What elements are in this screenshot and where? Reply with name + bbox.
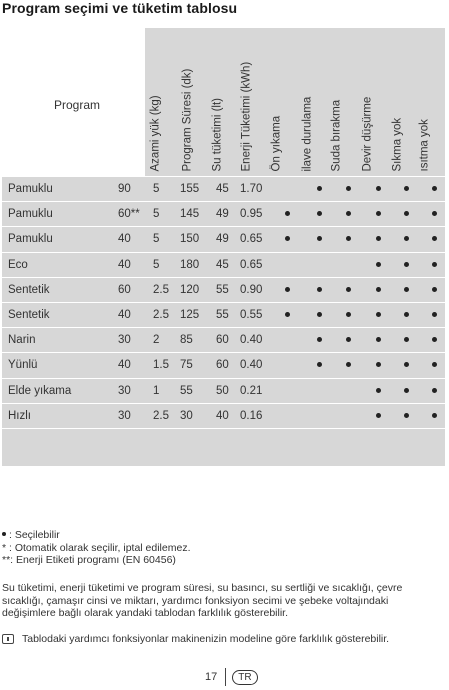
row-separator — [2, 302, 445, 303]
table-cell-load: 30 — [118, 385, 131, 397]
table-cell-energy-a: 60 — [216, 359, 229, 371]
option-dot-icon — [376, 211, 381, 216]
option-dot-icon — [404, 211, 409, 216]
column-header-label: Sıkma yok — [391, 117, 404, 171]
option-dot-icon — [404, 388, 409, 393]
table-cell-duration: 2.5 — [153, 284, 169, 296]
table-cell-water: 85 — [180, 334, 193, 346]
option-dot-icon — [432, 287, 437, 292]
table-cell-energy-b: 0.95 — [240, 208, 263, 220]
option-dot-icon — [376, 287, 381, 292]
table-cell-load: 30 — [118, 410, 131, 422]
footer-divider — [225, 668, 226, 686]
table-cell-duration: 2.5 — [153, 410, 169, 422]
option-dot-icon — [376, 413, 381, 418]
table-cell-load: 40 — [118, 359, 131, 371]
option-dot-icon — [317, 186, 322, 191]
row-separator — [2, 352, 445, 353]
row-separator — [2, 378, 445, 379]
table-cell-name: Sentetik — [8, 309, 50, 321]
table-cell-duration: 5 — [153, 233, 160, 245]
option-dot-icon — [376, 186, 381, 191]
option-dot-icon — [432, 312, 437, 317]
program-table — [2, 28, 445, 466]
option-dot-icon — [404, 312, 409, 317]
table-cell-load: 60** — [118, 208, 140, 220]
column-header-label: Devir düşürme — [361, 96, 374, 171]
table-cell-energy-a: 45 — [216, 183, 229, 195]
row-separator — [2, 201, 445, 202]
table-cell-energy-a: 49 — [216, 208, 229, 220]
table-cell-name: Narin — [8, 334, 36, 346]
option-dot-icon — [432, 388, 437, 393]
option-dot-icon — [346, 236, 351, 241]
table-cell-water: 180 — [180, 259, 200, 271]
note-text: Tablodaki yardımcı fonksiyonlar makinenizin modeline göre farklılık gösterebilir. — [22, 633, 390, 645]
option-dot-icon — [432, 262, 437, 267]
table-cell-energy-a: 50 — [216, 385, 229, 397]
info-paragraph: Su tüketimi, enerji tüketimi ve program süresi, su basıncı, su sertliği ve sıcaklığı, çevre sıcaklığı, çamaşır cinsi ve miktarı, yardımcı fonksiyon secimi ve şebeke voltajındaki değişimlere bağlı olarak yandaki tablodan farklılık gösterebilir. — [2, 582, 403, 619]
option-dot-icon — [432, 186, 437, 191]
option-dot-icon — [432, 236, 437, 241]
option-dot-icon — [432, 337, 437, 342]
option-dot-icon — [432, 362, 437, 367]
table-cell-energy-a: 55 — [216, 284, 229, 296]
info-icon — [2, 634, 14, 644]
option-dot-icon — [346, 287, 351, 292]
table-cell-water: 150 — [180, 233, 200, 245]
table-cell-energy-a: 40 — [216, 410, 229, 422]
option-dot-icon — [432, 413, 437, 418]
table-cell-water: 125 — [180, 309, 200, 321]
row-separator — [2, 327, 445, 328]
table-cell-name: Yünlü — [8, 359, 38, 371]
option-dot-icon — [317, 211, 322, 216]
option-dot-icon — [285, 236, 290, 241]
legend-energy-label: **: Enerji Etiketi programı (EN 60456) — [2, 554, 176, 566]
option-dot-icon — [285, 211, 290, 216]
table-cell-name: Hızlı — [8, 410, 31, 422]
table-cell-energy-b: 0.40 — [240, 359, 263, 371]
option-dot-icon — [376, 337, 381, 342]
column-header-label: Program Süresi (dk) — [181, 68, 194, 171]
option-dot-icon — [404, 186, 409, 191]
column-header-label: Ön yıkama — [270, 115, 283, 171]
table-cell-energy-a: 60 — [216, 334, 229, 346]
row-separator — [2, 252, 445, 253]
language-badge: TR — [232, 670, 257, 685]
table-cell-energy-b: 0.40 — [240, 334, 263, 346]
table-cell-name: Pamuklu — [8, 183, 53, 195]
table-cell-load: 60 — [118, 284, 131, 296]
option-dot-icon — [404, 413, 409, 418]
table-cell-duration: 5 — [153, 208, 160, 220]
option-dot-icon — [404, 362, 409, 367]
column-header-label: Enerji Tüketimi (kWh) — [240, 61, 253, 171]
row-separator — [2, 277, 445, 278]
page-number: 17 — [205, 671, 218, 683]
table-cell-energy-b: 0.16 — [240, 410, 263, 422]
table-cell-water: 30 — [180, 410, 193, 422]
table-cell-energy-a: 49 — [216, 233, 229, 245]
option-dot-icon — [376, 388, 381, 393]
table-cell-name: Sentetik — [8, 284, 50, 296]
program-header: Program — [54, 98, 101, 112]
option-dot-icon — [346, 211, 351, 216]
option-dot-icon — [317, 362, 322, 367]
bullet-icon — [2, 532, 6, 536]
page-footer — [205, 668, 258, 686]
table-cell-name: Pamuklu — [8, 233, 53, 245]
option-dot-icon — [404, 287, 409, 292]
table-cell-energy-b: 1.70 — [240, 183, 263, 195]
legend-selectable: : Seçilebilir — [2, 529, 191, 542]
table-cell-name: Eco — [8, 259, 28, 271]
table-cell-energy-b: 0.65 — [240, 233, 263, 245]
row-separator — [2, 428, 445, 429]
table-cell-duration: 2.5 — [153, 309, 169, 321]
option-dot-icon — [376, 362, 381, 367]
table-cell-energy-b: 0.90 — [240, 284, 263, 296]
option-dot-icon — [346, 337, 351, 342]
column-header-label: Su tüketimi (lt) — [211, 97, 224, 171]
table-cell-water: 145 — [180, 208, 200, 220]
legend — [2, 529, 191, 567]
option-dot-icon — [376, 236, 381, 241]
option-dot-icon — [346, 312, 351, 317]
option-dot-icon — [404, 337, 409, 342]
row-separator — [2, 226, 445, 227]
column-header-label: ilave durulama — [301, 96, 314, 171]
option-dot-icon — [285, 287, 290, 292]
column-header-label: ısıtma yok — [418, 118, 431, 171]
table-cell-load: 40 — [118, 233, 131, 245]
table-cell-water: 120 — [180, 284, 200, 296]
option-dot-icon — [376, 312, 381, 317]
table-cell-energy-b: 0.55 — [240, 309, 263, 321]
option-dot-icon — [346, 186, 351, 191]
option-dot-icon — [404, 262, 409, 267]
legend-auto: * : Otomatik olarak seçilir, iptal edilemez. — [2, 541, 191, 554]
column-header-label: Suda bırakma — [330, 99, 343, 171]
table-cell-duration: 5 — [153, 183, 160, 195]
table-cell-energy-a: 55 — [216, 309, 229, 321]
option-dot-icon — [376, 262, 381, 267]
row-separator — [2, 176, 445, 177]
table-cell-load: 40 — [118, 309, 131, 321]
option-dot-icon — [346, 362, 351, 367]
table-cell-water: 155 — [180, 183, 200, 195]
table-cell-load: 30 — [118, 334, 131, 346]
table-cell-energy-a: 45 — [216, 259, 229, 271]
table-cell-name: Pamuklu — [8, 208, 53, 220]
table-cell-duration: 5 — [153, 259, 160, 271]
option-dot-icon — [404, 236, 409, 241]
table-cell-energy-b: 0.65 — [240, 259, 263, 271]
page-title: Program seçimi ve tüketim tablosu — [2, 0, 238, 16]
row-separator — [2, 403, 445, 404]
table-cell-name: Elde yıkama — [8, 385, 72, 397]
option-dot-icon — [285, 312, 290, 317]
table-cell-energy-b: 0.21 — [240, 385, 263, 397]
column-header-label: Azami yük (kg) — [149, 94, 162, 171]
option-dot-icon — [317, 337, 322, 342]
table-cell-water: 75 — [180, 359, 193, 371]
table-cell-load: 90 — [118, 183, 131, 195]
table-cell-duration: 1 — [153, 385, 160, 397]
table-cell-duration: 1.5 — [153, 359, 169, 371]
option-dot-icon — [317, 312, 322, 317]
table-cell-duration: 2 — [153, 334, 160, 346]
option-dot-icon — [317, 236, 322, 241]
option-dot-icon — [432, 211, 437, 216]
note — [2, 633, 442, 645]
table-cell-load: 40 — [118, 259, 131, 271]
option-dot-icon — [317, 287, 322, 292]
table-cell-water: 55 — [180, 385, 193, 397]
